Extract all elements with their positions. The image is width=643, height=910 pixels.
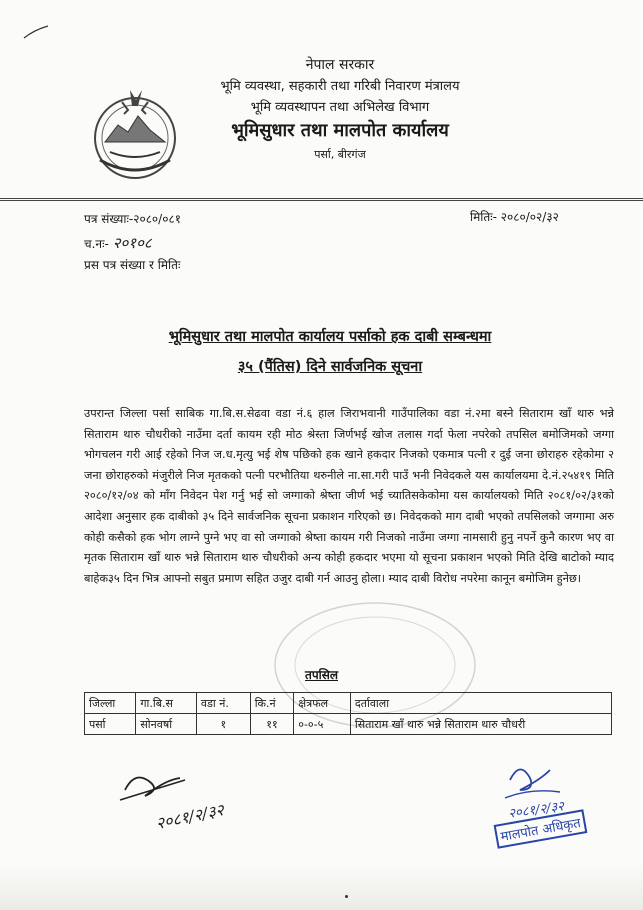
land-schedule-table — [84, 692, 612, 735]
nepal-emblem-icon — [80, 80, 190, 190]
department-name: भूमि व्यवस्थापन तथा अभिलेख विभाग — [250, 100, 430, 115]
pen-stroke-mark — [22, 22, 52, 42]
table-row — [85, 714, 612, 735]
col-registrant: दर्तावाला — [350, 693, 611, 714]
schedule-label: तपसिल — [304, 668, 338, 682]
dispatch-number: २०१०८ — [112, 234, 152, 252]
col-ward: वडा नं. — [196, 693, 250, 714]
government-name: नेपाल सरकार — [305, 57, 375, 73]
notice-title-line-1: भूमिसुधार तथा मालपोत कार्यालय पर्साको हक दाबी सम्बन्धमा — [168, 329, 492, 345]
letterhead — [175, 55, 505, 165]
header-divider-2 — [0, 200, 643, 201]
cell-ward: १ — [196, 714, 250, 735]
table-header-row — [85, 693, 612, 714]
malpot-officer-stamp: मालपोत अधिकृत — [494, 809, 588, 848]
office-name: भूमिसुधार तथा मालपोत कार्यालय — [231, 120, 449, 141]
col-area: क्षेत्रफल — [294, 693, 351, 714]
dispatch-line — [84, 234, 152, 253]
col-vdc: गा.बि.स — [136, 693, 197, 714]
reference-line: प्रस पत्र संख्या र मितिः — [84, 258, 181, 272]
header-divider-1 — [0, 198, 643, 199]
notice-body: उपरान्त जिल्ला पर्सा साबिक गा.बि.स.सेढवा वडा नं.६ हाल जिराभवानी गाउँपालिका वडा नं.२मा बस्ने सिताराम खाँ थारु भन्ने सिताराम थारु चौधरीको नाउँमा दर्ता कायम रही मोठ श्रेस्ता जिर्णभई खोज तलास गर्दा फेला नपरेको तपसिल बमोजिमको जग्गा भोगचलन गरी आई रहेको निज ज.ध.मृत्यु भई शेष पछिको हक खाने हकदार निजको एकमात्र पत्नी र दुई जना छोराहरु रहेकोमा २ जना छोराहरुको मंजुरीले निज मृतकको पत्नी परभौतिया थरुनीले ना.सा.गरी पाउँ भनी निवेदकले यस कार्यालयमा दे.नं.२५४१९ मिति २०८०/१२/०४ को माँग निवेदन पेश गर्नु भई सो जग्गाको श्रेष्ता जीर्ण भई च्यातिसकेकोमा यस कार्यालयको मिति २०८१/०२/३१को आदेशा अनुसार हक दाबीको ३५ दिने सार्वजनिक सूचना प्रकाशन गरिएको छ। निवेदकको माग दाबी भएको तपसिलको जग्गामा अरु कोही कसैको हक भोग लाग्ने पुग्ने भए वा सो जग्गाको श्रेष्ता कायम गरी निजको नाउँमा जग्गा नामसारी हुनु नपर्ने कुनै कारण भए वा मृतक सिताराम खाँ थारु भन्ने सिताराम थारु चौधरीको अन्य कोही हकदार भएमा यो सूचना प्रकाशन भएको मिति देखि बाटोको म्याद बाहेक३५ दिन भित्र आफ्नो सबुत प्रमाण सहित उजुर दाबी गर्न आउनु होला। म्याद दाबी विरोध नपरेमा कानून बमोजिम हुनेछ। — [84, 407, 614, 585]
scan-speck — [345, 895, 348, 898]
cell-plot-no: ११ — [250, 714, 294, 735]
cell-area: ०-०-५ — [294, 714, 351, 735]
cell-registrant: सिताराम खाँ थारु भन्ने सिताराम थारु चौधरी — [350, 714, 611, 735]
col-district: जिल्ला — [85, 693, 136, 714]
office-location: पर्सा, बीरगंज — [314, 148, 366, 161]
signature-date: २०८१/२/३२ — [154, 800, 226, 834]
cell-vdc: सोनवर्षा — [136, 714, 197, 735]
officer-signature — [110, 760, 260, 840]
letter-date: मितिः- २०८०/०२/३२ — [470, 210, 559, 224]
notice-title-line-2: ३५ (पैंतिस) दिने सार्वजनिक सूचना — [237, 359, 423, 375]
letter-number: पत्र संख्याः-२०८०/०८१ — [84, 212, 181, 226]
stamp-date: २०८१/२/३२ — [507, 799, 566, 822]
page-bottom-shadow — [0, 865, 643, 910]
col-plot-no: कि.नं — [250, 693, 294, 714]
notice-title — [95, 322, 565, 382]
cell-district: पर्सा — [85, 714, 136, 735]
ministry-name: भूमि व्यवस्था, सहकारी तथा गरिबी निवारण मंत्रालय — [220, 79, 460, 94]
dispatch-label: च.नः- — [84, 237, 109, 251]
